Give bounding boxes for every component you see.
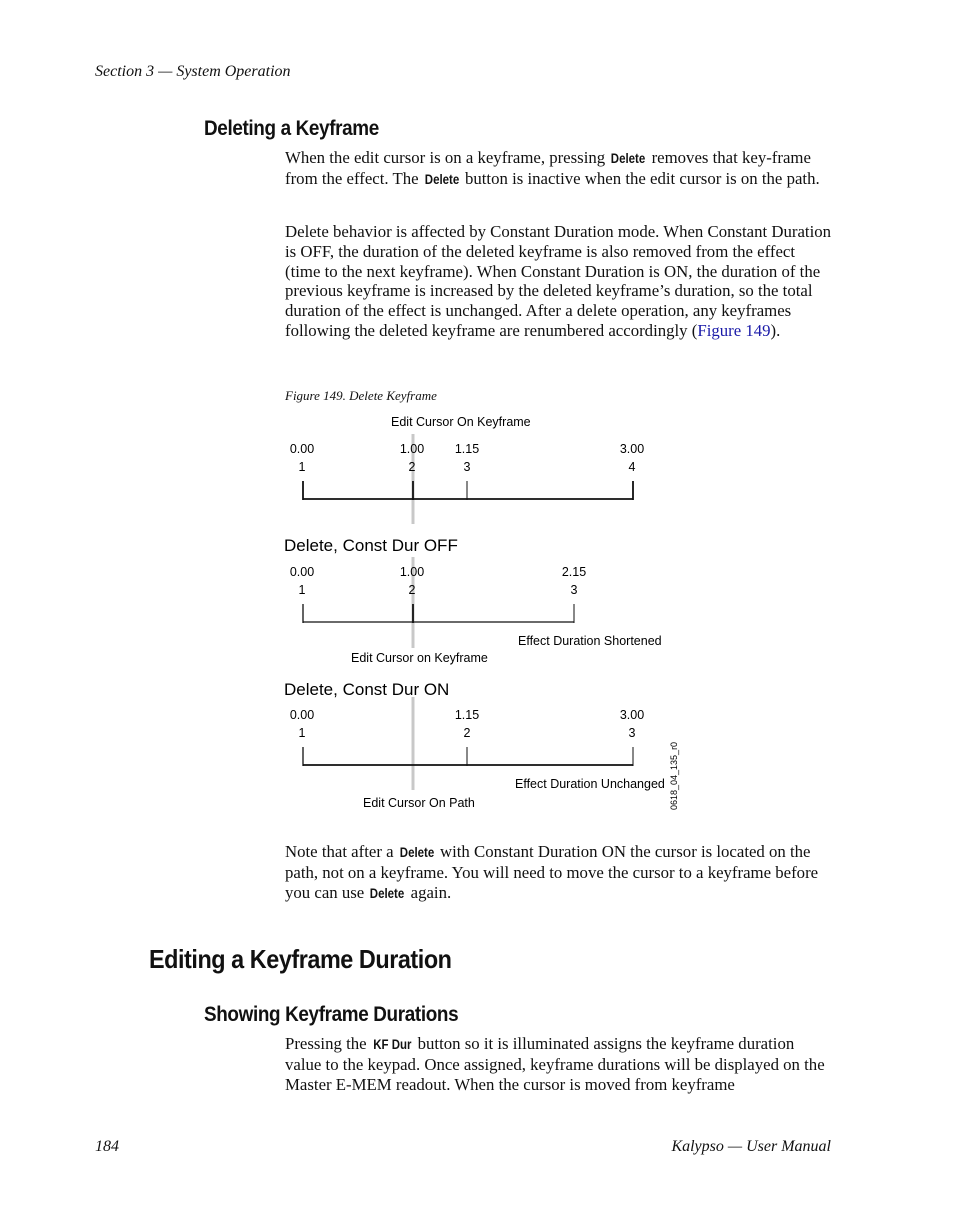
- diagram-title: Delete, Const Dur ON: [284, 680, 450, 699]
- keyframe-time: 1.15: [454, 442, 480, 456]
- keyframe-number: 1: [298, 726, 306, 740]
- diagram-const-dur-off: [284, 536, 662, 665]
- paragraph-delete-behavior: Delete behavior is affected by Constant Duration mode. When Constant Duration is OFF, the duration of the deleted keyframe is also removed from the effect (time to the next keyframe). When Constant Duration is ON, the duration of the previous keyframe is increased by the deleted keyframe’s duration, so the total duration of the effect is unchanged. After a delete operation, any keyframes following the deleted keyframe are renumbered accordingly (Figure 149).: [285, 222, 832, 340]
- heading-deleting-keyframe: Deleting a Keyframe: [204, 117, 379, 140]
- keyframe-number: 3: [628, 726, 636, 740]
- keyframe-number: 2: [463, 726, 471, 740]
- keyframe-time: 3.00: [619, 708, 645, 722]
- keyframe-time: 1.15: [454, 708, 480, 722]
- keyword-delete: Delete: [370, 884, 405, 901]
- heading-showing-keyframe-durations: Showing Keyframe Durations: [204, 1003, 459, 1026]
- keyframe-time: 1.00: [399, 565, 425, 579]
- diagram-original: [290, 415, 644, 524]
- keyframe-number: 2: [408, 583, 416, 597]
- keyframe-time: 2.15: [561, 565, 587, 579]
- figure-id: 0618_04_135_r0: [669, 741, 679, 810]
- keyframe-number: 1: [298, 460, 306, 474]
- duration-note: Effect Duration Unchanged: [515, 777, 665, 791]
- keyframe-time: 3.00: [619, 442, 645, 456]
- diagram-title: Delete, Const Dur OFF: [284, 536, 458, 555]
- paragraph-delete-intro: When the edit cursor is on a keyframe, pressing Delete removes that key-frame from the effect. The Delete button is inactive when the edit cursor is on the path.: [285, 148, 820, 188]
- figure-caption: Figure 149. Delete Keyframe: [285, 388, 437, 403]
- paragraph-kf-dur: Pressing the KF Dur button so it is illuminated assigns the keyframe duration value to the keypad. Once assigned, keyframe durations will be displayed on the Master E-MEM readout. When the cursor is moved from keyframe: [285, 1034, 825, 1094]
- keyframe-number: 4: [628, 460, 636, 474]
- keyword-delete: Delete: [424, 170, 460, 187]
- page-number: 184: [95, 1138, 119, 1155]
- cursor-label: Edit Cursor On Path: [363, 796, 475, 810]
- duration-note: Effect Duration Shortened: [518, 634, 662, 648]
- keyframe-time: 0.00: [289, 708, 315, 722]
- manual-title: Kalypso — User Manual: [671, 1138, 831, 1155]
- paragraph-note: Note that after a Delete with Constant Duration ON the cursor is located on the path, not on a keyframe. You will need to move the cursor to a keyframe before you can use Delete again.: [285, 842, 819, 902]
- keyframe-number: 2: [408, 460, 416, 474]
- keyframe-number: 1: [298, 583, 306, 597]
- keyword-delete: Delete: [611, 150, 646, 166]
- cursor-label: Edit Cursor On Keyframe: [391, 415, 531, 429]
- keyframe-time: 0.00: [289, 565, 315, 579]
- keyframe-time: 1.00: [399, 442, 425, 456]
- keyframe-number: 3: [570, 583, 578, 597]
- figure-link[interactable]: Figure 149: [697, 320, 771, 340]
- keyword-kf-dur: KF Dur: [372, 1036, 412, 1052]
- keyframe-number: 3: [463, 460, 471, 474]
- keyframe-time: 0.00: [289, 442, 315, 456]
- heading-editing-keyframe-duration: Editing a Keyframe Duration: [149, 944, 452, 974]
- keyword-delete: Delete: [399, 844, 434, 860]
- diagram-const-dur-on: [284, 680, 665, 810]
- running-header: Section 3 — System Operation: [95, 63, 291, 80]
- cursor-label: Edit Cursor on Keyframe: [351, 651, 488, 665]
